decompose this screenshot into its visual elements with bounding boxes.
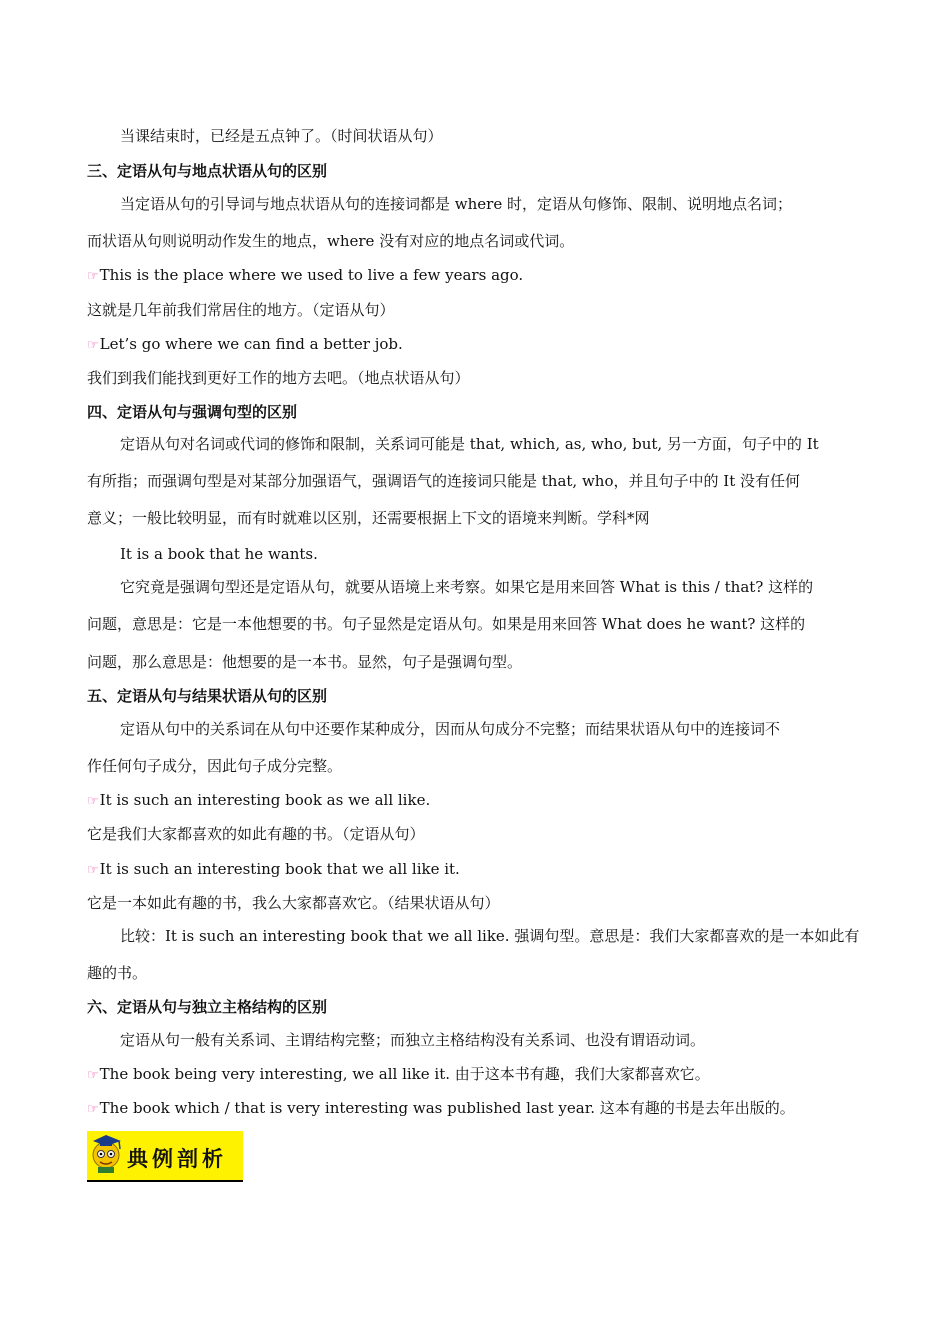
- text-line: [87, 652, 867, 672]
- text-line: [87, 300, 867, 320]
- line-text: The book being very interesting, we all like it. 由于这本书有趣，我们大家都喜欢它。: [99, 1065, 710, 1083]
- line-text: 五、定语从句与结果状语从句的区别: [87, 687, 328, 705]
- text-line: [87, 265, 867, 287]
- pointing-hand-icon: ☞: [87, 794, 99, 809]
- text-line: [87, 1064, 867, 1086]
- line-text: This is the place where we used to live a few years ago.: [99, 266, 524, 284]
- pointing-hand-icon: ☞: [87, 269, 99, 284]
- line-text: 三、定语从句与地点状语从句的区别: [87, 162, 328, 180]
- text-line: [120, 1030, 867, 1050]
- line-text: 我们到我们能找到更好工作的地方去吧。（地点状语从句）: [87, 369, 470, 387]
- text-line: [87, 508, 867, 528]
- text-line: [87, 231, 867, 251]
- line-text: Let’s go where we can find a better job.: [99, 335, 403, 353]
- text-line: [87, 963, 867, 983]
- line-text: 它是我们大家都喜欢的如此有趣的书。（定语从句）: [87, 825, 425, 843]
- section-heading: [87, 686, 867, 706]
- text-line: [87, 824, 867, 844]
- text-line: [87, 614, 867, 634]
- text-line: [120, 126, 867, 146]
- line-text: 而状语从句则说明动作发生的地点，where 没有对应的地点名词或代词。: [87, 232, 575, 250]
- line-text: It is a book that he wants.: [120, 545, 318, 563]
- text-line: [87, 790, 867, 812]
- text-line: [87, 893, 867, 913]
- line-text: It is such an interesting book as we all like.: [99, 791, 431, 809]
- line-text: 它究竟是强调句型还是定语从句，就要从语境上来考察。如果它是用来回答 What is this / that? 这样的: [120, 578, 814, 596]
- section-heading: [87, 161, 867, 181]
- text-line: [120, 926, 867, 946]
- line-text: 作任何句子成分，因此句子成分完整。: [87, 757, 343, 775]
- line-text: The book which / that is very interesting was published last year. 这本有趣的书是去年出版的。: [99, 1099, 795, 1117]
- text-line: [120, 544, 867, 564]
- line-text: 趣的书。: [87, 964, 148, 982]
- scholar-face-icon: [89, 1133, 125, 1173]
- line-text: 问题，那么意思是：他想要的是一本书。显然，句子是强调句型。: [87, 653, 523, 671]
- line-text: 定语从句一般有关系词、主谓结构完整；而独立主格结构没有关系词、也没有谓语动词。: [120, 1031, 706, 1049]
- text-line: [120, 194, 867, 214]
- line-text: 比较：It is such an interesting book that we all like. 强调句型。意思是：我们大家都喜欢的是一本如此有: [120, 927, 860, 945]
- line-text: 定语从句中的关系词在从句中还要作某种成分，因而从句成分不完整；而结果状语从句中的连接词不: [120, 720, 781, 738]
- section-heading: [87, 997, 867, 1017]
- pointing-hand-icon: ☞: [87, 338, 99, 353]
- pointing-hand-icon: ☞: [87, 1068, 99, 1083]
- pointing-hand-icon: ☞: [87, 863, 99, 878]
- text-line: [120, 434, 867, 454]
- line-text: 六、定语从句与独立主格结构的区别: [87, 998, 328, 1016]
- text-line: [87, 756, 867, 776]
- text-line: [87, 334, 867, 356]
- section-logo: [87, 1131, 243, 1182]
- line-text: 问题，意思是：它是一本他想要的书。句子显然是定语从句。如果是用来回答 What does he want? 这样的: [87, 615, 806, 633]
- text-line: [87, 368, 867, 388]
- text-line: [87, 471, 867, 491]
- line-text: 当定语从句的引导词与地点状语从句的连接词都是 where 时，定语从句修饰、限制、说明地点名词；: [120, 195, 792, 213]
- text-line: [120, 719, 867, 739]
- logo-title: 典例剖析: [127, 1147, 227, 1171]
- line-text: 这就是几年前我们常居住的地方。（定语从句）: [87, 301, 395, 319]
- line-text: It is such an interesting book that we all like it.: [99, 860, 460, 878]
- section-heading: [87, 402, 867, 422]
- text-line: [87, 1098, 867, 1120]
- text-line: [87, 859, 867, 881]
- text-line: [120, 577, 867, 597]
- pointing-hand-icon: ☞: [87, 1102, 99, 1117]
- line-text: 四、定语从句与强调句型的区别: [87, 403, 298, 421]
- line-text: 它是一本如此有趣的书，我么大家都喜欢它。（结果状语从句）: [87, 894, 500, 912]
- line-text: 定语从句对名词或代词的修饰和限制，关系词可能是 that, which, as, who, but, 另一方面，句子中的 It: [120, 435, 819, 453]
- line-text: 意义；一般比较明显，而有时就难以区别，还需要根据上下文的语境来判断。学科*网: [87, 509, 650, 527]
- line-text: 当课结束时，已经是五点钟了。（时间状语从句）: [120, 127, 443, 145]
- line-text: 有所指；而强调句型是对某部分加强语气，强调语气的连接词只能是 that, who，并且句子中的 It 没有任何: [87, 472, 800, 490]
